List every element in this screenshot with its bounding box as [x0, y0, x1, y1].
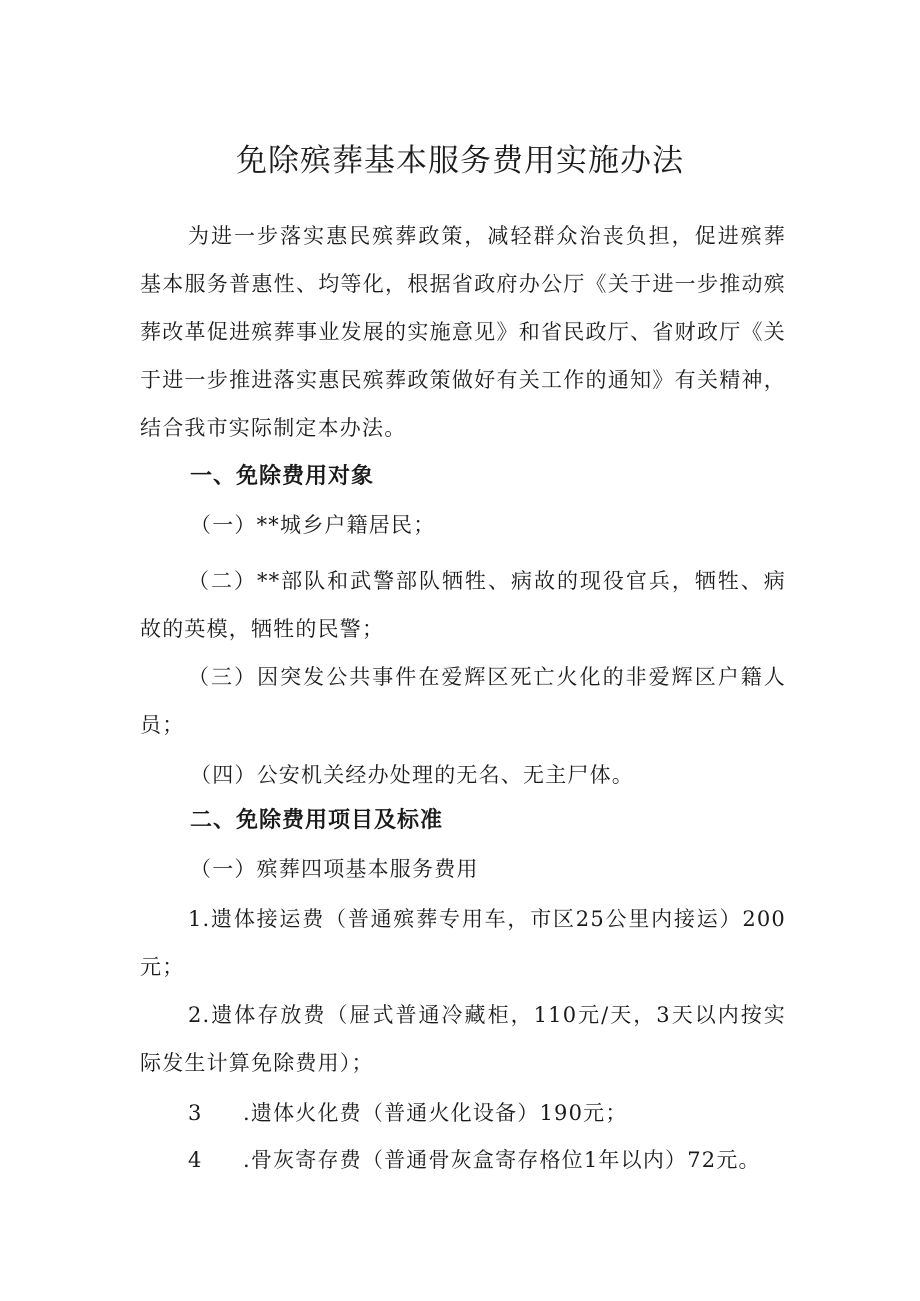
section2-item-4-text: .骨灰寄存费（普通骨灰盒寄存格位1年以内）72元。	[243, 1148, 761, 1172]
section1-heading: 一、免除费用对象	[190, 464, 375, 489]
section2-subheading: （一）殡葬四项基本服务费用	[190, 857, 479, 881]
section1-item-4: （四）公安机关经办处理的无名、无主尸体。	[190, 763, 634, 787]
section2-heading: 二、免除费用项目及标准	[190, 808, 444, 833]
section1-item-1: （一）**城乡户籍居民；	[190, 513, 436, 537]
section2-item-3-number: 3	[188, 1101, 203, 1125]
section2-item-4-number: 4	[188, 1148, 203, 1172]
intro-paragraph: 为进一步落实惠民殡葬政策，减轻群众治丧负担，促进殡葬基本服务普惠性、均等化，根据省政府办公厅《关于进一步推动殡葬改革促进殡葬事业发展的实施意见》和省民政厅、省财政厅《关于进一步推进落实惠民殡葬政策做好有关工作的通知》有关精神，结合我市实际制定本办法。	[140, 224, 786, 440]
section2-item-2: 2.遗体存放费（屉式普通冷藏柜，110元/天，3天以内按实际发生计算免除费用）；	[140, 1003, 786, 1075]
section1-item-2: （二）**部队和武警部队牺牲、病故的现役官兵，牺牲、病故的英模，牺牲的民警；	[140, 569, 786, 641]
document-title: 免除殡葬基本服务费用实施办法	[236, 143, 684, 179]
section1-item-3: （三）因突发公共事件在爱辉区死亡火化的非爱辉区户籍人员；	[140, 665, 786, 737]
section2-item-1: 1.遗体接运费（普通殡葬专用车，市区25公里内接运）200元；	[140, 907, 786, 979]
section2-item-3-text: .遗体火化费（普通火化设备）190元；	[243, 1101, 628, 1125]
